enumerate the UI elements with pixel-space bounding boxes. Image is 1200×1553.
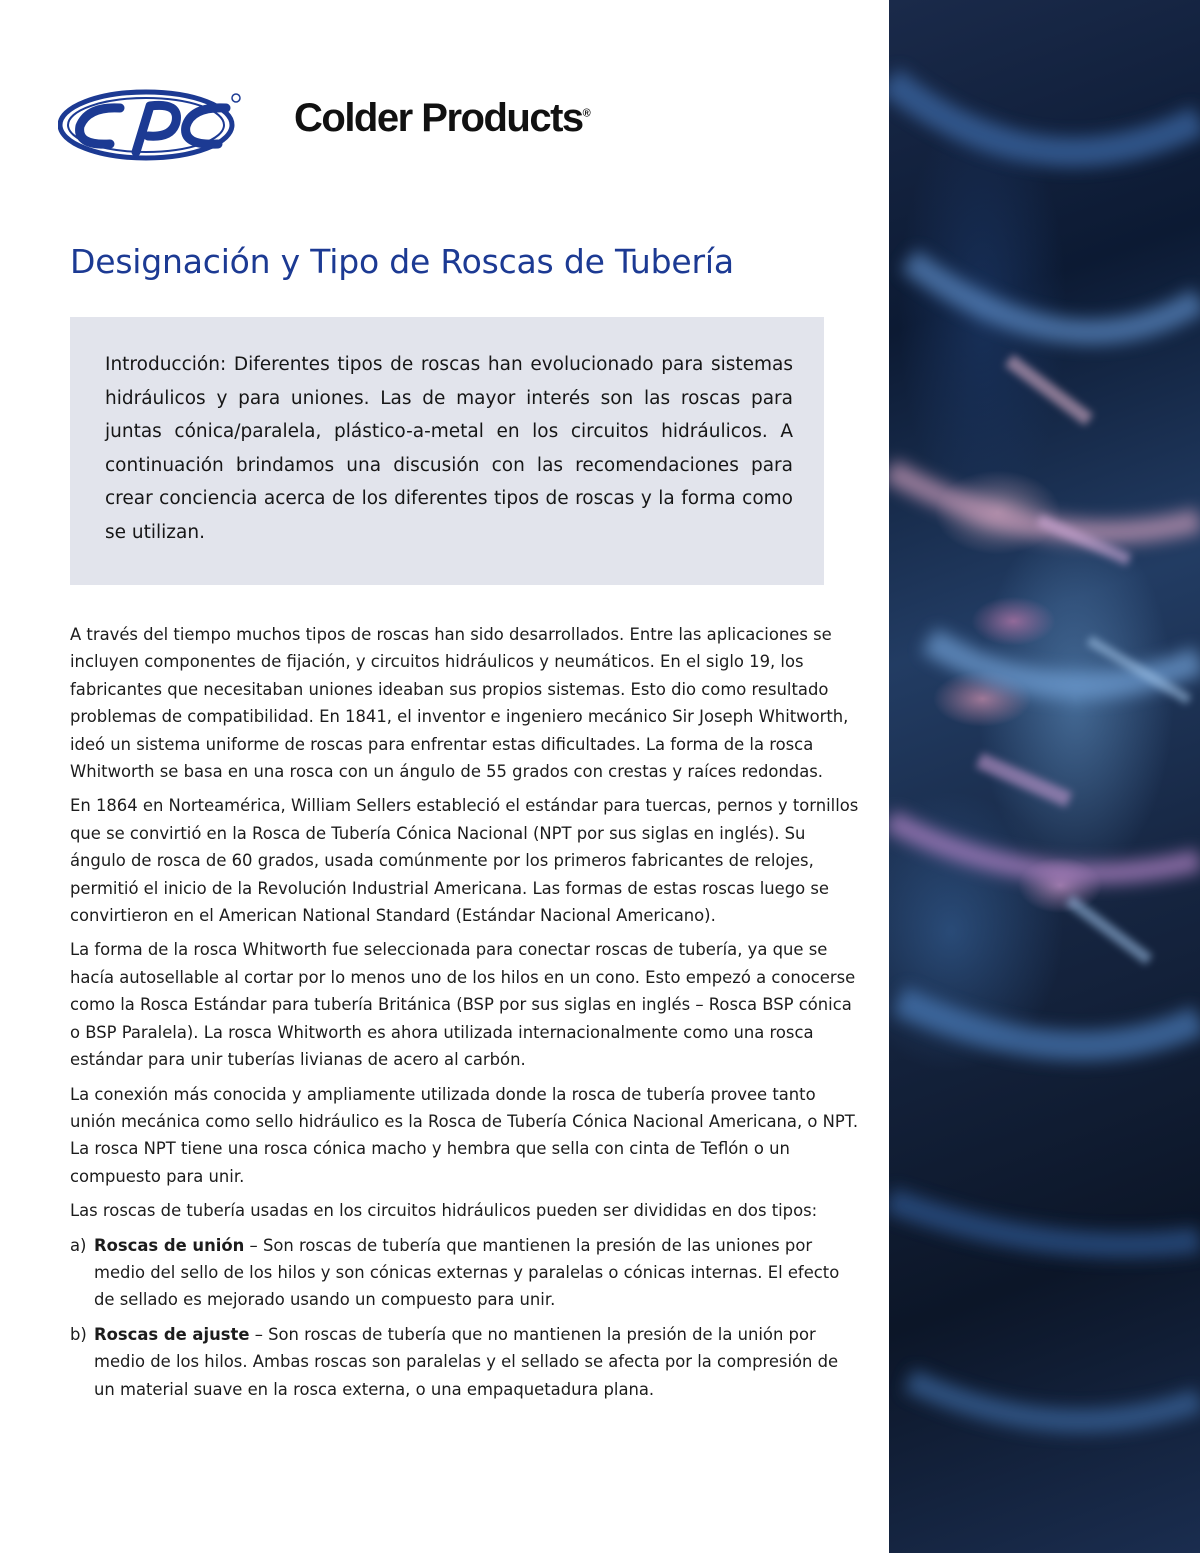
list-marker: a): [70, 1235, 87, 1255]
list-term: Roscas de ajuste: [94, 1324, 250, 1344]
body-text: [70, 621, 860, 1410]
intro-box: [70, 317, 824, 585]
colder-products-logo: [58, 88, 590, 168]
paragraph: En 1864 en Norteamérica, William Sellers estableció el estándar para tuercas, pernos y tornillos que se convirtió en la Rosca de Tubería Cónica Nacional (NPT por sus siglas en inglés). Su ángulo de rosca de 60 grados, usada comúnmente por los primeros fabricantes de relojes, permitió el inicio de la Revolución Industrial Americana. Las formas de estas roscas luego se convirtieron en el American National Standard (Estándar Nacional Americano).: [70, 796, 859, 926]
cpc-logo-mark: [58, 88, 288, 168]
paragraph: Las roscas de tubería usadas en los circuitos hidráulicos pueden ser divididas en dos tipos:: [70, 1201, 818, 1221]
list-description: – Son roscas de tubería que mantienen la presión de las uniones por medio del sello de los hilos y son cónicas externas y paralelas o cónicas internas. El efecto de sellado es mejorado usando un compuesto para unir.: [94, 1235, 840, 1310]
list-term: Roscas de unión: [94, 1235, 245, 1255]
intro-text: Introducción: Diferentes tipos de roscas han evolucionado para sistemas hidráulicos y para uniones. Las de mayor interés son las roscas para juntas cónica/paralela, plástico-a-metal en los circuitos hidráulicos. A continuación brindamos una discusión con las recomendaciones para crear conciencia acerca de los diferentes tipos de roscas y la forma como se utilizan.: [105, 354, 793, 543]
list-description: – Son roscas de tubería que no mantienen la presión de la unión por medio de los hilos. Ambas roscas son paralelas y el sellado se afecta por la compresión de un material suave en la rosca externa, o una empaquetadura plana.: [94, 1324, 839, 1399]
decorative-threads-image: [889, 0, 1200, 1553]
paragraph: La forma de la rosca Whitworth fue seleccionada para conectar roscas de tubería, ya que se hacía autosellable al cortar por lo menos uno de los hilos en un cono. Esto empezó a conocerse como la Rosca Estándar para tubería Británica (BSP por sus siglas en inglés – Rosca BSP cónica o BSP Paralela). La rosca Whitworth es ahora utilizada internacionalmente como una rosca estándar para unir tuberías livianas de acero al carbón.: [70, 940, 856, 1070]
motion-blur-streaks: [889, 0, 1200, 1553]
list-item-fitting-threads: [70, 1321, 860, 1403]
paragraph: A través del tiempo muchos tipos de roscas han sido desarrollados. Entre las aplicaciones se incluyen componentes de fijación, y circuitos hidráulicos y neumáticos. En el siglo 19, los fabricantes que necesitaban uniones ideaban sus propios sistemas. Esto dio como resultado problemas de compatibilidad. En 1841, el inventor e ingeniero mecánico Sir Joseph Whitworth, ideó un sistema uniforme de roscas para enfrentar estas dificultades. La forma de la rosca Whitworth se basa en una rosca con un ángulo de 55 grados con crestas y raíces redondas.: [70, 625, 849, 782]
brand-name: Colder Products®: [294, 96, 590, 140]
page-title: Designación y Tipo de Roscas de Tubería: [70, 242, 734, 281]
list-marker: b): [70, 1324, 87, 1344]
list-item-union-threads: [70, 1232, 860, 1314]
paragraph: La conexión más conocida y ampliamente utilizada donde la rosca de tubería provee tanto unión mecánica como sello hidráulico es la Rosca de Tubería Cónica Nacional Americana, o NPT. La rosca NPT tiene una rosca cónica macho y hembra que sella con cinta de Teflón o un compuesto para unir.: [70, 1084, 859, 1186]
